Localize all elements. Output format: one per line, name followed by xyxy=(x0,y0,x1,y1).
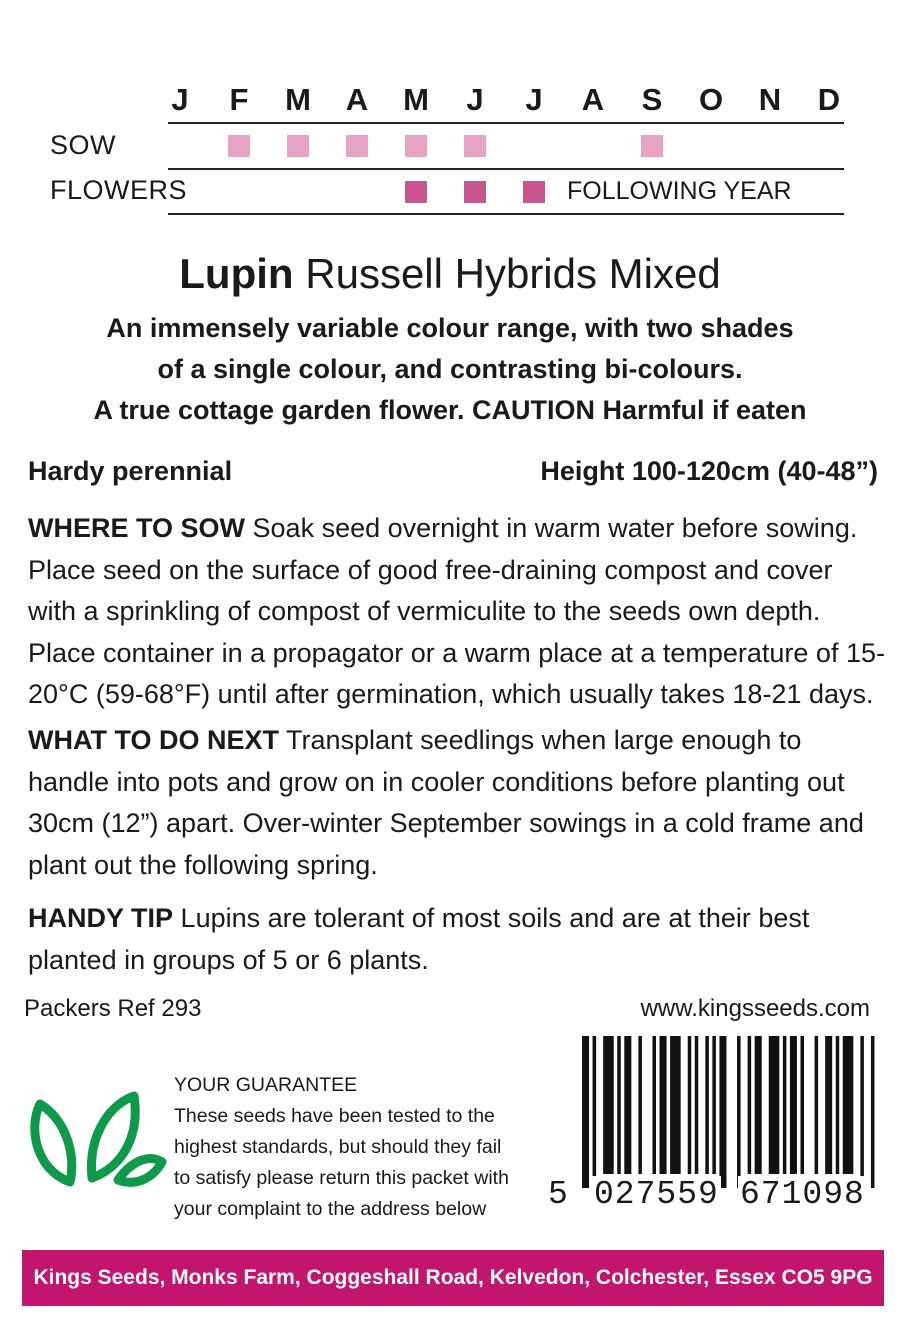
barcode-bar xyxy=(660,1036,667,1174)
section-heading: WHERE TO SOW xyxy=(28,513,246,543)
section-heading: WHAT TO DO NEXT xyxy=(28,725,279,755)
description-line: A true cottage garden flower. CAUTION Harmful if eaten xyxy=(93,395,807,425)
month-label: M xyxy=(285,82,311,117)
month-label: J xyxy=(525,82,543,117)
barcode-bar xyxy=(603,1036,614,1174)
guarantee-line: to satisfy please return this packet with xyxy=(174,1167,509,1189)
guarantee-block xyxy=(174,1070,544,1225)
barcode-bar xyxy=(670,1036,681,1174)
website-link[interactable]: www.kingsseeds.com xyxy=(640,995,870,1022)
barcode-bar xyxy=(790,1036,797,1174)
month-label: O xyxy=(698,82,724,117)
barcode-icon xyxy=(582,1036,878,1188)
barcode-bar xyxy=(755,1036,762,1174)
description-line: of a single colour, and contrasting bi-colours. xyxy=(157,354,743,384)
barcode-right-digits: 671098 xyxy=(740,1176,865,1213)
barcode-bar xyxy=(737,1036,741,1188)
barcode-bar xyxy=(688,1036,692,1174)
where-to-sow-section xyxy=(28,508,886,716)
barcode-bar xyxy=(695,1036,699,1174)
month-label: D xyxy=(817,82,841,117)
month-label: M xyxy=(403,82,429,117)
guarantee-line: These seeds have been tested to the xyxy=(174,1105,495,1127)
barcode-bar xyxy=(815,1036,819,1174)
guarantee-title: YOUR GUARANTEE xyxy=(174,1074,358,1096)
barcode-bar xyxy=(836,1036,840,1174)
barcode-bar xyxy=(593,1036,597,1188)
barcode-bar xyxy=(624,1036,631,1174)
barcode-bar xyxy=(638,1036,642,1174)
barcode-bar xyxy=(582,1036,589,1188)
sow-month-mark xyxy=(641,135,663,157)
barcode-bar xyxy=(652,1036,656,1174)
barcode-bar xyxy=(860,1036,864,1188)
month-label: F xyxy=(229,82,249,117)
barcode-bar xyxy=(617,1036,621,1174)
barcode-bar xyxy=(825,1036,832,1174)
barcode-bar xyxy=(843,1036,854,1174)
section-text: Transplant seedlings when large enough to handle into pots and grow on in cooler conditions before planting out 30cm (12”) apart. Over-winter September sowings in a cold frame and plant out the following spring. xyxy=(28,725,864,880)
barcode-bar xyxy=(800,1036,804,1174)
month-label: J xyxy=(466,82,484,117)
month-label: J xyxy=(171,82,189,117)
flower-month-mark xyxy=(405,181,427,203)
handy-tip-section xyxy=(28,898,886,981)
product-title xyxy=(0,250,900,298)
section-heading: HANDY TIP xyxy=(28,903,174,933)
month-label: N xyxy=(758,82,782,117)
product-description xyxy=(0,308,900,431)
section-text: Lupins are tolerant of most soils and are at their best planted in groups of 5 or 6 plants. xyxy=(28,903,810,975)
barcode-left-digits: 027559 xyxy=(594,1176,719,1213)
guarantee-line: your complaint to the address below xyxy=(174,1198,487,1220)
calendar-divider xyxy=(168,168,844,170)
sow-month-mark xyxy=(346,135,368,157)
address-footer: Kings Seeds, Monks Farm, Coggeshall Road, Kelvedon, Colchester, Essex CO5 9PG xyxy=(22,1250,884,1306)
calendar-divider xyxy=(168,213,844,215)
following-year-note: FOLLOWING YEAR xyxy=(567,177,792,205)
barcode-bar xyxy=(712,1036,716,1174)
plant-height: Height 100-120cm (40-48”) xyxy=(540,456,878,486)
leaf-logo-icon xyxy=(26,1088,170,1192)
flower-month-mark xyxy=(464,181,486,203)
flowers-row-label: FLOWERS xyxy=(50,175,188,205)
product-title-bold: Lupin xyxy=(179,250,294,297)
barcode-first-digit: 5 xyxy=(548,1176,569,1213)
sow-month-mark xyxy=(405,135,427,157)
month-label: A xyxy=(581,82,605,117)
barcode-bar xyxy=(705,1036,709,1174)
sow-month-mark xyxy=(464,135,486,157)
barcode-bar xyxy=(769,1036,780,1174)
barcode-bar xyxy=(871,1036,875,1188)
sow-month-mark xyxy=(287,135,309,157)
month-label: A xyxy=(345,82,369,117)
sow-month-mark xyxy=(228,135,250,157)
month-label: S xyxy=(641,82,663,117)
description-line: An immensely variable colour range, with two shades xyxy=(106,313,794,343)
packers-ref: Packers Ref 293 xyxy=(24,995,202,1022)
guarantee-line: highest standards, but should they fail xyxy=(174,1136,502,1158)
barcode-bar xyxy=(719,1036,726,1188)
barcode-bar xyxy=(748,1036,752,1174)
section-text: Soak seed overnight in warm water before sowing. Place seed on the surface of good free-draining compost and cover with a sprinkling of compost of vermiculite to the seeds own depth. Place container in a propagator or a warm place at a temperature of 15-20°C (59-68°F) until after germination, which usually takes 18-21 days. xyxy=(28,513,885,709)
what-to-do-next-section xyxy=(28,720,886,886)
flower-month-mark xyxy=(523,181,545,203)
barcode-bar xyxy=(783,1036,787,1174)
calendar-divider xyxy=(168,122,844,124)
plant-type: Hardy perennial xyxy=(28,456,233,486)
sow-row-label: SOW xyxy=(50,130,116,160)
product-title-variety: Russell Hybrids Mixed xyxy=(305,250,721,297)
